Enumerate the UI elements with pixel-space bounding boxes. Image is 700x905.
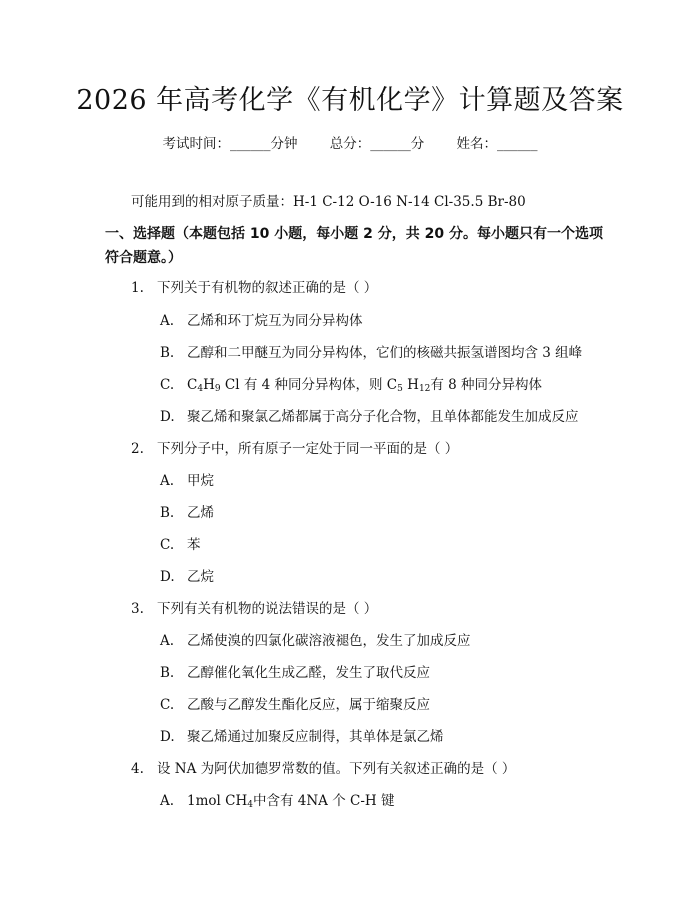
name-field: 姓名：______ — [456, 136, 538, 152]
option-letter: A. — [160, 633, 175, 649]
question-1-option-a — [160, 309, 363, 329]
question-1 — [131, 276, 377, 296]
question-3-option-a — [160, 629, 471, 649]
option-text: 乙烯使溴的四氯化碳溶液褪色，发生了加成反应 — [187, 633, 471, 649]
exam-info — [0, 132, 700, 152]
question-3-option-d — [160, 725, 444, 745]
option-text: 聚乙烯通过加聚反应制得，其单体是氯乙烯 — [187, 729, 444, 745]
question-3-option-c — [160, 693, 430, 713]
question-2-option-a — [160, 469, 214, 489]
option-text: 乙醇催化氧化生成乙醛，发生了取代反应 — [187, 665, 430, 681]
option-letter: A. — [160, 793, 175, 809]
question-number: 4. — [131, 761, 144, 777]
option-letter: D. — [160, 409, 175, 425]
option-letter: C. — [160, 377, 175, 393]
option-text: 乙烯和环丁烷互为同分异构体 — [187, 313, 363, 329]
question-4-option-a — [160, 789, 394, 809]
question-number: 1. — [131, 280, 144, 296]
option-letter: D. — [160, 569, 175, 585]
option-text: 乙醇和二甲醚互为同分异构体，它们的核磁共振氢谱图均含 3 组峰 — [187, 345, 583, 361]
option-text: 1mol $CH_4$中含有 4NA 个 C-H 键 — [187, 793, 395, 810]
option-letter: C. — [160, 537, 175, 553]
question-2-option-d — [160, 565, 214, 585]
question-1-option-b — [160, 341, 582, 361]
option-letter: B. — [160, 665, 175, 681]
question-text: 下列分子中，所有原子一定处于同一平面的是（ ） — [157, 441, 459, 457]
option-letter: B. — [160, 345, 175, 361]
question-2-option-c — [160, 533, 201, 553]
question-number: 3. — [131, 601, 144, 617]
question-3 — [131, 597, 377, 617]
exam-time-field: 考试时间：______分钟 — [162, 136, 298, 152]
question-text: 下列有关有机物的说法错误的是（ ） — [157, 601, 378, 617]
question-text: 设 NA 为阿伏加德罗常数的值。下列有关叙述正确的是（ ） — [157, 761, 516, 777]
question-text: 下列关于有机物的叙述正确的是（ ） — [157, 280, 378, 296]
question-3-option-b — [160, 661, 430, 681]
option-text: 甲烷 — [187, 473, 214, 489]
option-text: 乙烷 — [187, 569, 214, 585]
option-letter: A. — [160, 473, 175, 489]
option-letter: A. — [160, 313, 175, 329]
question-4 — [131, 757, 515, 777]
option-letter: C. — [160, 697, 175, 713]
question-2-option-b — [160, 501, 214, 521]
option-text: $C_4H_9$ Cl 有 4 种同分异构体，则 $C_5$ $H_{12}$有 8 种同分异构体 — [187, 377, 543, 394]
question-number: 2. — [131, 441, 144, 457]
page-title: 2026 年高考化学《有机化学》计算题及答案 — [76, 85, 624, 116]
option-text: 乙烯 — [187, 505, 214, 521]
option-text: 乙酸与乙醇发生酯化反应，属于缩聚反应 — [187, 697, 430, 713]
question-2 — [131, 437, 458, 457]
option-letter: D. — [160, 729, 175, 745]
question-1-option-c — [160, 373, 542, 393]
total-score-field: 总分：______分 — [329, 136, 425, 152]
question-1-option-d — [160, 405, 579, 425]
option-text: 聚乙烯和聚氯乙烯都属于高分子化合物，且单体都能发生加成反应 — [187, 409, 579, 425]
option-text: 苯 — [187, 537, 201, 553]
atomic-masses: 可能用到的相对原子质量：H-1 C-12 O-16 N-14 Cl-35.5 Br-80 — [131, 194, 526, 210]
section-heading: 一、选择题（本题包括 10 小题，每小题 2 分，共 20 分。每小题只有一个选项符合题意。） — [105, 226, 603, 266]
option-letter: B. — [160, 505, 175, 521]
